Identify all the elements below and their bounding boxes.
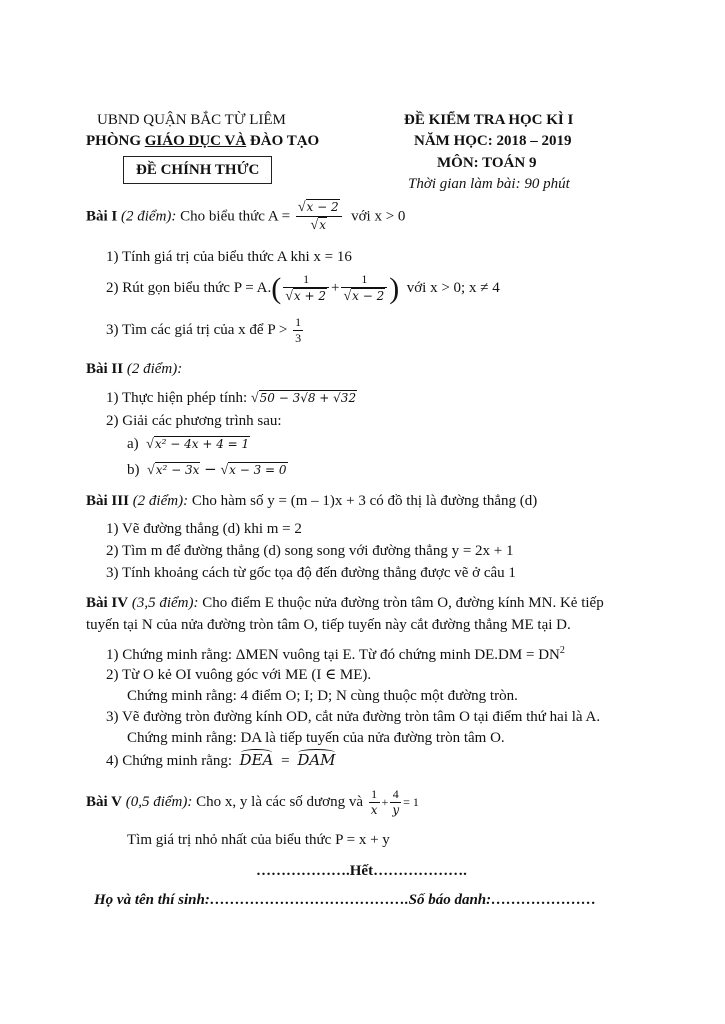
bai3-q2: 2) Tìm m để đường thẳng (d) song song với đường thẳng y = 2x + 1 (106, 543, 514, 559)
student-info-line: Họ và tên thí sinh:………………………………….Số báo danh:………………… (94, 892, 597, 908)
bai1-q2: 2) Rút gọn biểu thức P = A.( $\frac{1}{√x + 2}$ + $\frac{1}{√x - 2}$ ) với x > 0; x ≠ 4 (106, 271, 500, 305)
bai1-fraction: $\frac{√x - 2}{√x}$ (296, 200, 342, 234)
bai4-q3: 3) Vẽ đường tròn đường kính OD, cắt nửa đường tròn tâm O tại điểm thứ hai là A. (106, 709, 601, 725)
bai5-heading: Bài V (0,5 điểm): Cho x, y là các số dương và $\frac{1}{x}$ + $\frac{4}{y}$ = 1 (86, 787, 419, 818)
bai1-q3: 3) Tìm các giá trị của x để P > $\frac{1}{3}$ (106, 315, 302, 346)
bai2-q1: 1) Thực hiện phép tính: √50 − 3√8 + √32 (106, 390, 357, 406)
bai4-q3b: Chứng minh rằng: DA là tiếp tuyến của nửa đường tròn tâm O. (127, 730, 505, 746)
district-name: UBND QUẬN BẮC TỪ LIÊM (97, 112, 286, 128)
bai1-heading: Bài I (2 điểm): Cho biểu thức A = $\frac{√x - 2}{√x}$ với x > 0 (86, 200, 406, 234)
exam-title: ĐỀ KIỂM TRA HỌC KÌ I (404, 112, 574, 128)
bai3-q1: 1) Vẽ đường thẳng (d) khi m = 2 (106, 521, 302, 537)
official-stamp-box: ĐỀ CHÍNH THỨC (123, 156, 272, 184)
bai4-q1: 1) Chứng minh rằng: ΔMEN vuông tại E. Từ đó chứng minh $DE.DM = DN^2$ (106, 645, 565, 663)
arc-dam: DAM (297, 751, 336, 769)
department-name: PHÒNG GIÁO DỤC VÀ ĐÀO TẠO (86, 133, 320, 149)
bai1-q1: 1) Tính giá trị của biểu thức A khi x = 16 (106, 249, 352, 265)
duration: Thời gian làm bài: 90 phút (408, 176, 570, 192)
bai2-qa: a) √x² − 4x + 4 = 1 (127, 436, 250, 452)
bai2-heading: Bài II (2 điểm): (86, 361, 183, 377)
school-year: NĂM HỌC: 2018 – 2019 (414, 133, 572, 149)
bai4-q2: 2) Từ O kẻ OI vuông góc với ME (I ∈ ME). (106, 667, 372, 683)
bai3-q3: 3) Tính khoảng cách từ gốc tọa độ đến đường thẳng được vẽ ở câu 1 (106, 565, 516, 581)
bai5-question: Tìm giá trị nhỏ nhất của biểu thức P = x + y (127, 832, 390, 848)
end-marker: ……………….Hết………………. (256, 863, 467, 879)
bai2-qb: b) √x² − 3x − √x − 3 = 0 (127, 460, 287, 478)
bai4-heading: Bài IV (3,5 điểm): Cho điểm E thuộc nửa đường tròn tâm O, đường kính MN. Kẻ tiếp (86, 595, 604, 611)
bai4-q4: 4) Chứng minh rằng: DEA = DAM (106, 751, 336, 769)
subject: MÔN: TOÁN 9 (437, 155, 537, 171)
bai4-q2b: Chứng minh rằng: 4 điểm O; I; D; N cùng thuộc một đường tròn. (127, 688, 518, 704)
bai4-text2: tuyến tại N của nửa đường tròn tâm O, tiếp tuyến này cắt đường thẳng ME tại D. (86, 617, 571, 633)
bai2-q2: 2) Giải các phương trình sau: (106, 413, 282, 429)
arc-dea: DEA (239, 751, 274, 769)
bai3-heading: Bài III (2 điểm): Cho hàm số y = (m – 1)x + 3 có đồ thị là đường thẳng (d) (86, 493, 538, 509)
